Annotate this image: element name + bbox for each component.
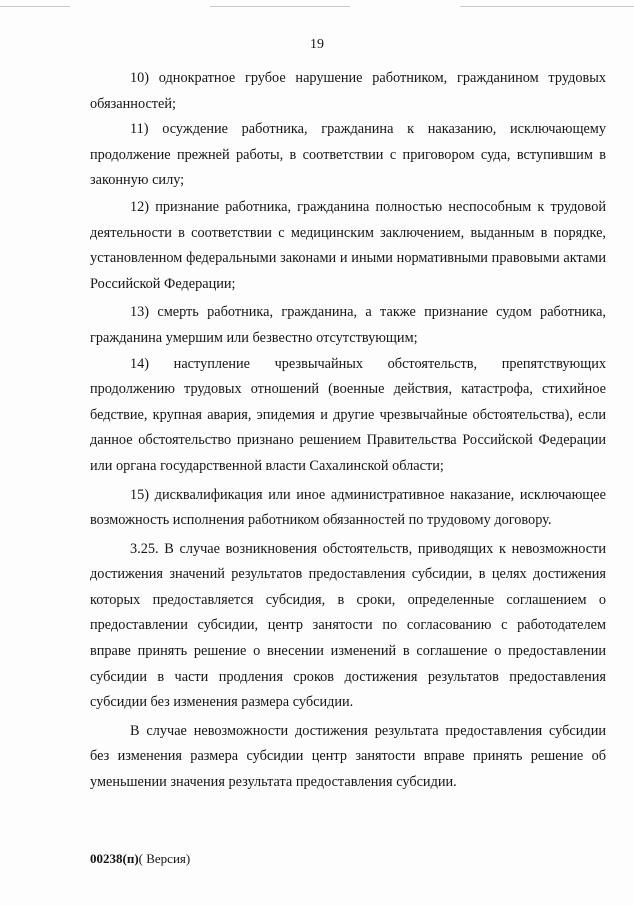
paragraph-item-13: 13) смерть работника, гражданина, а также признание судом работника, гражданина умершим или безвестно отсутствующим; — [90, 304, 606, 346]
paragraph-clause-3-25: 3.25. В случае возникновения обстоятельств, приводящих к невозможности достижения значений результатов предоставления субсидии, в целях достижения которых предоставляется субсидия, в сроки, определенные соглашением о предоставлении субсидии, центр занятости по согласованию с работодателем вправе принять решение о внесении изменений в соглашение о предоставлении субсидии в части продления сроков достижения результатов предоставления субсидии без изменения размера субсидии. — [90, 540, 606, 711]
paragraph-item-14: 14) наступление чрезвычайных обстоятельств, препятствующих продолжению трудовых отношений (военные действия, катастрофа, стихийное бедствие, крупная авария, эпидемия и другие чрезвычайные обстоятельства), если данное обстоятельство признано решением Правительства Российской Федерации или органа государственной власти Сахалинской области; — [90, 355, 606, 474]
document-body — [90, 66, 606, 796]
paragraph-final: В случае невозможности достижения результата предоставления субсидии без изменения размера субсидии центр занятости вправе принять решение об уменьшении значения результата предоставления субсидии. — [90, 722, 606, 791]
paragraph-item-11: 11) осуждение работника, гражданина к наказанию, исключающему продолжение прежней работы, в соответствии с приговором суда, вступившим в законную силу; — [90, 121, 606, 189]
page-number: 19 — [310, 37, 324, 52]
document-footer — [90, 851, 190, 867]
scan-edge-line — [460, 6, 634, 7]
paragraph-item-12: 12) признание работника, гражданина полностью неспособным к трудовой деятельности в соответствии с медицинским заключением, выданным в порядке, установленном федеральными законами и иными нормативными правовыми актами Российской Федерации; — [90, 198, 606, 292]
paragraph-item-10: 10) однократное грубое нарушение работником, гражданином трудовых обязанностей; — [90, 70, 606, 112]
version-label: ( Версия) — [138, 851, 191, 866]
paragraph-item-15: 15) дисквалификация или иное административное наказание, исключающее возможность исполнения работником обязанностей по трудовому договору. — [90, 486, 606, 529]
scan-edge-line — [210, 6, 350, 7]
scan-edge-line — [0, 6, 70, 7]
document-code: 00238(п) — [90, 851, 139, 866]
